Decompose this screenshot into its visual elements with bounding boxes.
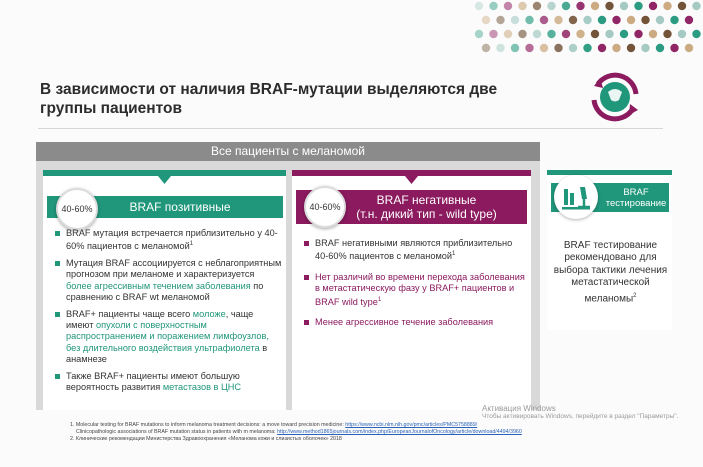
braf-positive-list bbox=[54, 228, 282, 398]
list-item: Мутация BRAF ассоциируется с неблагоприятным прогнозом при меланоме и характеризуется более агрессивным течением заболевания по сравнению с BRAF wt меланомой bbox=[54, 258, 282, 304]
braf-negative-header-line1: BRAF негативные bbox=[376, 193, 477, 207]
cycle-logo-icon bbox=[588, 70, 642, 124]
references bbox=[70, 422, 630, 444]
braf-negative-list bbox=[303, 238, 525, 338]
list-item: Нет различий во времени перехода заболевания в метастатическую фазу у BRAF+ пациентов и BRAF wild type$^1$ bbox=[303, 272, 525, 308]
decorative-pattern bbox=[413, 0, 703, 62]
braf-testing-header-line1: BRAF bbox=[623, 186, 649, 198]
braf-testing-header-line2: тестирование bbox=[605, 197, 667, 209]
braf-negative-percent-badge: 40-60% bbox=[304, 186, 346, 228]
list-item: Также BRAF+ пациенты имеют большую вероятность развития метастазов в ЦНС bbox=[54, 371, 282, 394]
reference-1: 1. Molecular testing for BRAF mutations to inform melanoma treatment decisions: a move toward precision medicine: https://www.ncbi.nlm.nih.gov/pmc/articles/PMC5758889/ bbox=[70, 422, 478, 428]
card-top-arrow bbox=[43, 170, 286, 188]
braf-positive-percent-badge: 40-60% bbox=[56, 188, 98, 230]
braf-negative-header-line2: (т.н. дикий тип - wild type) bbox=[356, 207, 497, 221]
page-title: В зависимости от наличия BRAF-мутации выделяются две группы пациентов bbox=[40, 81, 498, 117]
list-item: BRAF негативными являются приблизительно 40-60% пациентов с меланомой$^1$ bbox=[303, 238, 525, 263]
reference-1b: Clinicopathologic associations of BRAF mutation status in patients with m melanoma: http://www.method1865journals.com/index.php/EuropeanJournalofOncology/article/download/4494/3960 bbox=[76, 429, 522, 436]
list-item: Менее агрессивное течение заболевания bbox=[303, 317, 525, 328]
reference-1-link[interactable]: https://www.ncbi.nlm.nih.gov/pmc/articles/PMC5758889/ bbox=[345, 422, 478, 428]
list-item: BRAF мутация встречается приблизительно у 40-60% пациентов с меланомой$^1$ bbox=[54, 228, 282, 253]
microscope-icon bbox=[554, 175, 598, 219]
all-patients-header: Все пациенты с меланомой bbox=[36, 142, 540, 161]
list-item: BRAF+ пациенты чаще всего моложе, чаще имеют опухоли с поверхностным распространением и поражением лимфоузлов, без длительного воздействия ультрафиолета в анамнезе bbox=[54, 309, 282, 366]
reference-1b-link[interactable]: http://www.method1865journals.com/index.php/EuropeanJournalofOncology/article/download/4494/3960 bbox=[277, 429, 522, 436]
braf-testing-text: BRAF тестирование рекомендовано для выбора тактики лечения метастатической меланомы$^2$ bbox=[553, 240, 668, 304]
title-divider bbox=[38, 128, 663, 129]
card-top-bar bbox=[547, 170, 672, 176]
reference-2: 2. Клинические рекомендации Министерства Здравоохранения «Меланома кожи и слизистых оболочек» 2018 bbox=[70, 436, 342, 443]
windows-activation-watermark: Активация Windows Чтобы активировать Windows, перейдите в раздел "Параметры". bbox=[482, 404, 679, 420]
braf-positive-header-label: BRAF позитивные bbox=[129, 200, 231, 214]
